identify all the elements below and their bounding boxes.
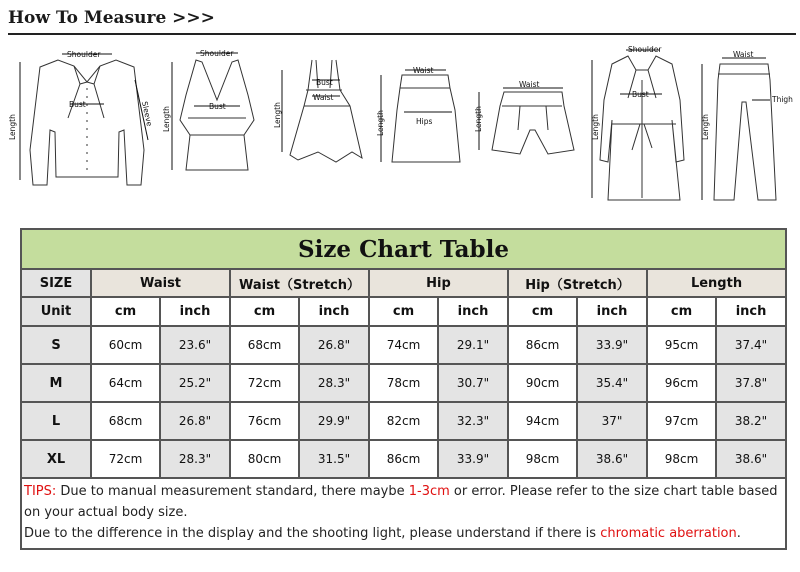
cm-value-cell: 86cm xyxy=(369,440,438,478)
size-column-label: SIZE xyxy=(21,269,91,297)
tank-bust-label: Bust xyxy=(209,102,226,111)
dress-waist-label: Waist xyxy=(313,93,334,102)
size-chart-table xyxy=(20,228,787,550)
unit-inch: inch xyxy=(438,297,508,326)
tank-shoulder-label: Shoulder xyxy=(200,49,234,58)
blouse-bust-label: Bust xyxy=(69,100,86,109)
tips-range: 1-3cm xyxy=(408,484,450,499)
unit-inch: inch xyxy=(160,297,230,326)
length-column-header: Length xyxy=(647,269,786,297)
tips-row xyxy=(21,478,786,549)
size-label: XL xyxy=(21,440,91,478)
tips-text-1a: Due to manual measurement standard, there maybe xyxy=(56,484,409,499)
cm-value-cell: 80cm xyxy=(230,440,299,478)
table-row xyxy=(21,364,786,402)
tips-label: TIPS: xyxy=(24,484,57,499)
cm-value-cell: 72cm xyxy=(91,440,160,478)
coat-shoulder-label: Shoulder xyxy=(628,45,662,54)
cm-value-cell: 68cm xyxy=(230,326,299,364)
unit-inch: inch xyxy=(716,297,786,326)
cm-value-cell: 94cm xyxy=(508,402,577,440)
how-to-measure-header xyxy=(0,0,800,40)
blouse-illustration xyxy=(30,60,144,185)
inch-value-cell: 37" xyxy=(577,402,647,440)
tips-text-2a: Due to the difference in the display and the shooting light, please understand if there is xyxy=(24,526,601,541)
unit-cm: cm xyxy=(230,297,299,326)
skirt-length-label: Length xyxy=(376,110,385,136)
hip-stretch-column-header: Hip（Stretch） xyxy=(508,269,647,297)
skirt-waist-label: Waist xyxy=(413,66,434,75)
unit-inch: inch xyxy=(577,297,647,326)
unit-inch: inch xyxy=(299,297,369,326)
inch-value-cell: 33.9" xyxy=(577,326,647,364)
inch-value-cell: 23.6" xyxy=(160,326,230,364)
pants-length-label: Length xyxy=(701,114,710,140)
coat-illustration xyxy=(600,56,684,200)
inch-value-cell: 29.9" xyxy=(299,402,369,440)
cm-value-cell: 95cm xyxy=(647,326,716,364)
unit-row xyxy=(21,297,786,326)
how-to-measure-title: How To Measure >>> xyxy=(8,8,215,28)
size-header-row xyxy=(21,269,786,297)
tips-note xyxy=(21,478,786,549)
inch-value-cell: 38.6" xyxy=(577,440,647,478)
inch-value-cell: 31.5" xyxy=(299,440,369,478)
inch-value-cell: 38.2" xyxy=(716,402,786,440)
cm-value-cell: 97cm xyxy=(647,402,716,440)
unit-cm: cm xyxy=(647,297,716,326)
unit-cm: cm xyxy=(508,297,577,326)
size-rows xyxy=(21,326,786,478)
pants-illustration xyxy=(714,64,776,200)
pants-waist-label: Waist xyxy=(733,50,754,59)
inch-value-cell: 26.8" xyxy=(299,326,369,364)
waist-stretch-column-header: Waist（Stretch） xyxy=(230,269,369,297)
inch-value-cell: 28.3" xyxy=(299,364,369,402)
dress-illustration xyxy=(290,60,362,162)
shorts-illustration xyxy=(492,92,574,154)
inch-value-cell: 37.8" xyxy=(716,364,786,402)
cm-value-cell: 72cm xyxy=(230,364,299,402)
inch-value-cell: 28.3" xyxy=(160,440,230,478)
inch-value-cell: 30.7" xyxy=(438,364,508,402)
cm-value-cell: 98cm xyxy=(508,440,577,478)
header-underline xyxy=(8,33,796,35)
cm-value-cell: 68cm xyxy=(91,402,160,440)
size-label: S xyxy=(21,326,91,364)
blouse-sleeve-label: Sleeve xyxy=(140,100,155,128)
skirt-hips-label: Hips xyxy=(416,117,433,126)
cm-value-cell: 64cm xyxy=(91,364,160,402)
inch-value-cell: 33.9" xyxy=(438,440,508,478)
cm-value-cell: 86cm xyxy=(508,326,577,364)
cm-value-cell: 78cm xyxy=(369,364,438,402)
shorts-waist-label: Waist xyxy=(519,80,540,89)
coat-bust-label: Bust xyxy=(632,90,649,99)
inch-value-cell: 32.3" xyxy=(438,402,508,440)
blouse-length-label: Length xyxy=(8,114,17,140)
inch-value-cell: 25.2" xyxy=(160,364,230,402)
coat-length-label: Length xyxy=(591,114,600,140)
dress-bust-label: Bust xyxy=(316,78,333,87)
inch-value-cell: 29.1" xyxy=(438,326,508,364)
waist-column-header: Waist xyxy=(91,269,230,297)
inch-value-cell: 37.4" xyxy=(716,326,786,364)
cm-value-cell: 90cm xyxy=(508,364,577,402)
tank-illustration xyxy=(180,60,254,170)
pants-thigh-label: Thigh xyxy=(772,95,793,104)
hip-column-header: Hip xyxy=(369,269,508,297)
cm-value-cell: 74cm xyxy=(369,326,438,364)
cm-value-cell: 98cm xyxy=(647,440,716,478)
unit-cm: cm xyxy=(369,297,438,326)
size-chart-title: Size Chart Table xyxy=(21,229,786,269)
cm-value-cell: 76cm xyxy=(230,402,299,440)
tank-length-label: Length xyxy=(162,106,171,132)
table-row xyxy=(21,326,786,364)
inch-value-cell: 26.8" xyxy=(160,402,230,440)
cm-value-cell: 82cm xyxy=(369,402,438,440)
table-row xyxy=(21,440,786,478)
tips-text-1b: or error. Please refer to the size chart table based on your actual body size. xyxy=(24,484,778,520)
inch-value-cell: 35.4" xyxy=(577,364,647,402)
shorts-length-label: Length xyxy=(474,106,483,132)
size-label: L xyxy=(21,402,91,440)
measurement-illustrations xyxy=(0,40,800,210)
dress-length-label: Length xyxy=(273,102,282,128)
size-label: M xyxy=(21,364,91,402)
unit-label: Unit xyxy=(21,297,91,326)
cm-value-cell: 60cm xyxy=(91,326,160,364)
cm-value-cell: 96cm xyxy=(647,364,716,402)
blouse-shoulder-label: Shoulder xyxy=(67,50,101,59)
inch-value-cell: 38.6" xyxy=(716,440,786,478)
table-row xyxy=(21,402,786,440)
tips-text-2b: . xyxy=(736,526,741,541)
unit-cm: cm xyxy=(91,297,160,326)
tips-aberration: chromatic aberration xyxy=(600,526,737,541)
